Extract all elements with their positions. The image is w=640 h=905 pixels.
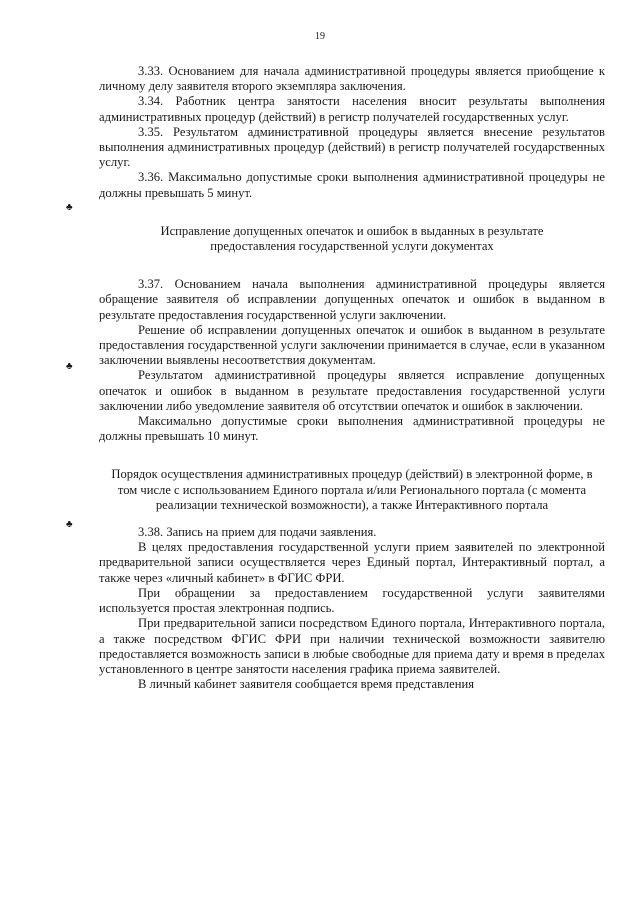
paragraph-3-35: 3.35. Результатом административной процедуры является внесение результатов выполнения административных процедур (действий) в регистр получателей государственных услуг.	[99, 124, 605, 170]
paragraph-3-34: 3.34. Работник центра занятости населения вносит результаты выполнения административных процедур (действий) в регистр получателей государственных услуг.	[99, 94, 605, 124]
document-body	[99, 64, 605, 692]
paragraph-prebooking: В целях предоставления государственной услуги прием заявителей по электронной предварительной записи осуществляется через Единый портал, Интерактивный портал, а также через «личный кабинет» в ФГИС ФРИ.	[99, 540, 605, 585]
paragraph-decision: Решение об исправлении допущенных опечаток и ошибок в выданном в результате предоставления государственной услуги заключении принимается в случае, если в указанном заключении выявлены несоответствия документам.	[99, 322, 605, 368]
section-heading-corrections: Исправление допущенных опечаток и ошибок в выданных в результате предоставления государственной услуги документах	[160, 223, 544, 254]
paragraph-cabinet: В личный кабинет заявителя сообщается время представления	[138, 677, 475, 692]
margin-mark: ♣	[66, 361, 73, 372]
section-heading-electronic: Порядок осуществления административных процедур (действий) в электронной форме, в том числе с использованием Единого портала и/или Регионального портала (с момента реализации технической возможности), а также Интерактивного портала	[111, 467, 593, 512]
paragraph-3-36: 3.36. Максимально допустимые сроки выполнения административной процедуры не должны превышать 5 минут.	[99, 170, 605, 200]
page-number: 19	[315, 31, 325, 42]
paragraph-deadline: Максимально допустимые сроки выполнения административной процедуры не должны превышать 10 минут.	[99, 414, 605, 444]
paragraph-signature: При обращении за предоставлением государственной услуги заявителями используется простая электронная подпись.	[99, 585, 605, 616]
paragraph-result: Результатом административной процедуры является исправление допущенных опечаток и ошибок в выданном в результате предоставления государственной услуги заключении либо уведомление заявителя об отсутствии опечаток и ошибок в заключении.	[99, 368, 605, 413]
paragraph-3-33: 3.33. Основанием для начала административной процедуры является приобщение к личному делу заявителя второго экземпляра заключения.	[99, 64, 605, 94]
margin-mark: ♣	[66, 202, 73, 213]
paragraph-3-38: 3.38. Запись на прием для подачи заявления.	[138, 525, 377, 540]
paragraph-portal-booking: При предварительной записи посредством Единого портала, Интерактивного портала, а также посредством ФГИС ФРИ при наличии технической возможности заявителю предоставляется возможность записи в любые свободные для приема дату и время в пределах установленного в центре занятости населения графика приема заявителей.	[99, 616, 605, 676]
paragraph-3-37: 3.37. Основанием начала выполнения административной процедуры является обращение заявителя об исправлении допущенных опечаток и ошибок в выданном в результате предоставления государственной услуги заключении.	[99, 277, 605, 322]
margin-mark: ♣	[66, 519, 73, 530]
